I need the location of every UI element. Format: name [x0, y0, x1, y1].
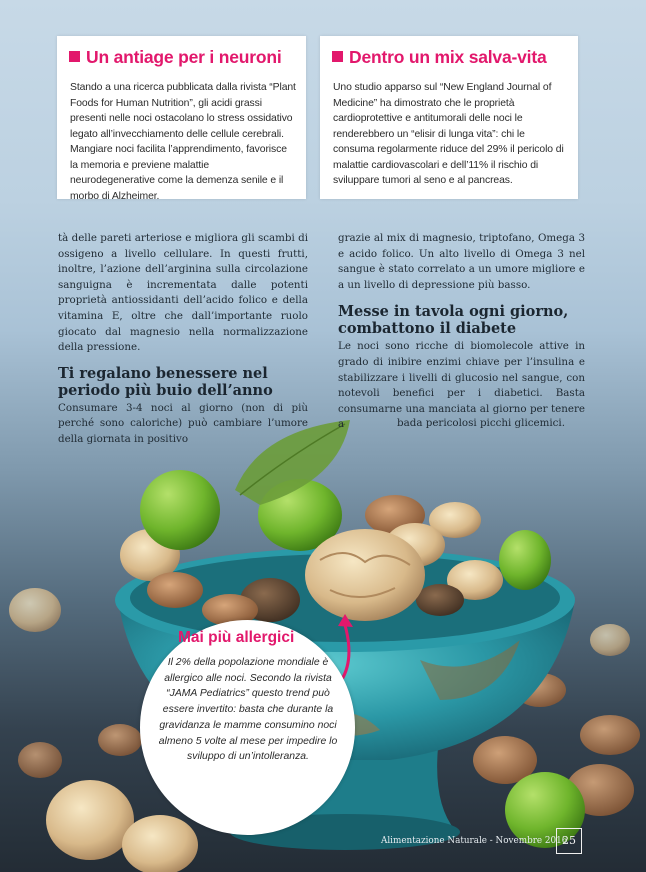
footer-publication: Alimentazione Naturale - Novembre 2016 — [381, 836, 568, 846]
article-subheading: Ti regalano benessere nel periodo più buio dell’anno — [58, 364, 273, 399]
article-paragraph: Le noci sono ricche di biomolecole attive in grado di inibire enzimi chiave per l’insulina e stabilizzare i livelli di glucosio nel sangue, con notevoli benefici per i diabetici. Basta consumarne una manciata al giorno per tenere a — [338, 340, 585, 431]
sidebar-box-mix — [320, 36, 578, 199]
article-column-right — [338, 231, 585, 433]
sidebar-body: Stando a una ricerca pubblicata dalla rivista “Plant Foods for Human Nutrition”, gli acidi grassi presenti nelle noci ostacolano lo stress ossidativo legato all’invecchiamento delle cellule cerebrali. Mangiare noci facilita l’apprendimento, favorisce la memoria e previene malattie neurodegenerative come la demenza senile e il morbo di Alzheimer. — [70, 82, 296, 202]
article-paragraph: grazie al mix di magnesio, triptofano, Omega 3 e acido folico. Un alto livello di Omega 3 nel sangue è stato correlato a un umore migliore e a un livello di depressione più basso. — [338, 232, 585, 291]
pink-square-bullet — [332, 51, 343, 62]
article-paragraph-tail: bada pericolosi picchi glicemici. — [397, 417, 565, 429]
article-subheading: Messe in tavola ogni giorno, combattono il diabete — [338, 303, 569, 338]
sidebar-title: Dentro un mix salva-vita — [332, 47, 578, 68]
sidebar-box-antiage — [57, 36, 306, 202]
article-paragraph: Consumare 3-4 noci al giorno (non di più perché sono caloriche) può cambiare l’umore della giornata in positivo — [58, 401, 308, 445]
page-number: 25 — [556, 828, 582, 854]
sidebar-title: Un antiage per i neuroni — [69, 47, 306, 68]
sidebar-body: Uno studio apparso sul “New England Journal of Medicine” ha dimostrato che le proprietà cardioprotettive e antitumorali delle noci le renderebbero un “elisir di lunga vita”: chi le consuma regolarmente riduce del 29% il pericolo di malattie cardiovascolari e dell’11% il rischio di sviluppare tumori al seno e al pancreas. — [333, 82, 564, 186]
article-paragraph: tà delle pareti arteriose e migliora gli scambi di ossigeno a livello cellulare. In questi frutti, inoltre, l’azione dell’arginina sulla circolazione sanguigna è incrementata dalle potenti proprietà antiossidanti dell’acido folico e della vitamina E, oltre che dall’importante ruolo giocato dal magnesio nella normalizzazione della pressione. — [58, 232, 308, 354]
callout-title: Mai più allergici — [178, 629, 295, 646]
callout-body: Il 2% della popolazione mondiale è allergico alle noci. Secondo la rivista “JAMA Pediatrics” questo trend può essere invertito: basta che durante la gravidanza le mamme consumino noci almeno 5 volte al mese per impedire lo sviluppo di un’intolleranza. — [158, 657, 338, 763]
pink-square-bullet — [69, 51, 80, 62]
article-column-left — [58, 231, 308, 448]
